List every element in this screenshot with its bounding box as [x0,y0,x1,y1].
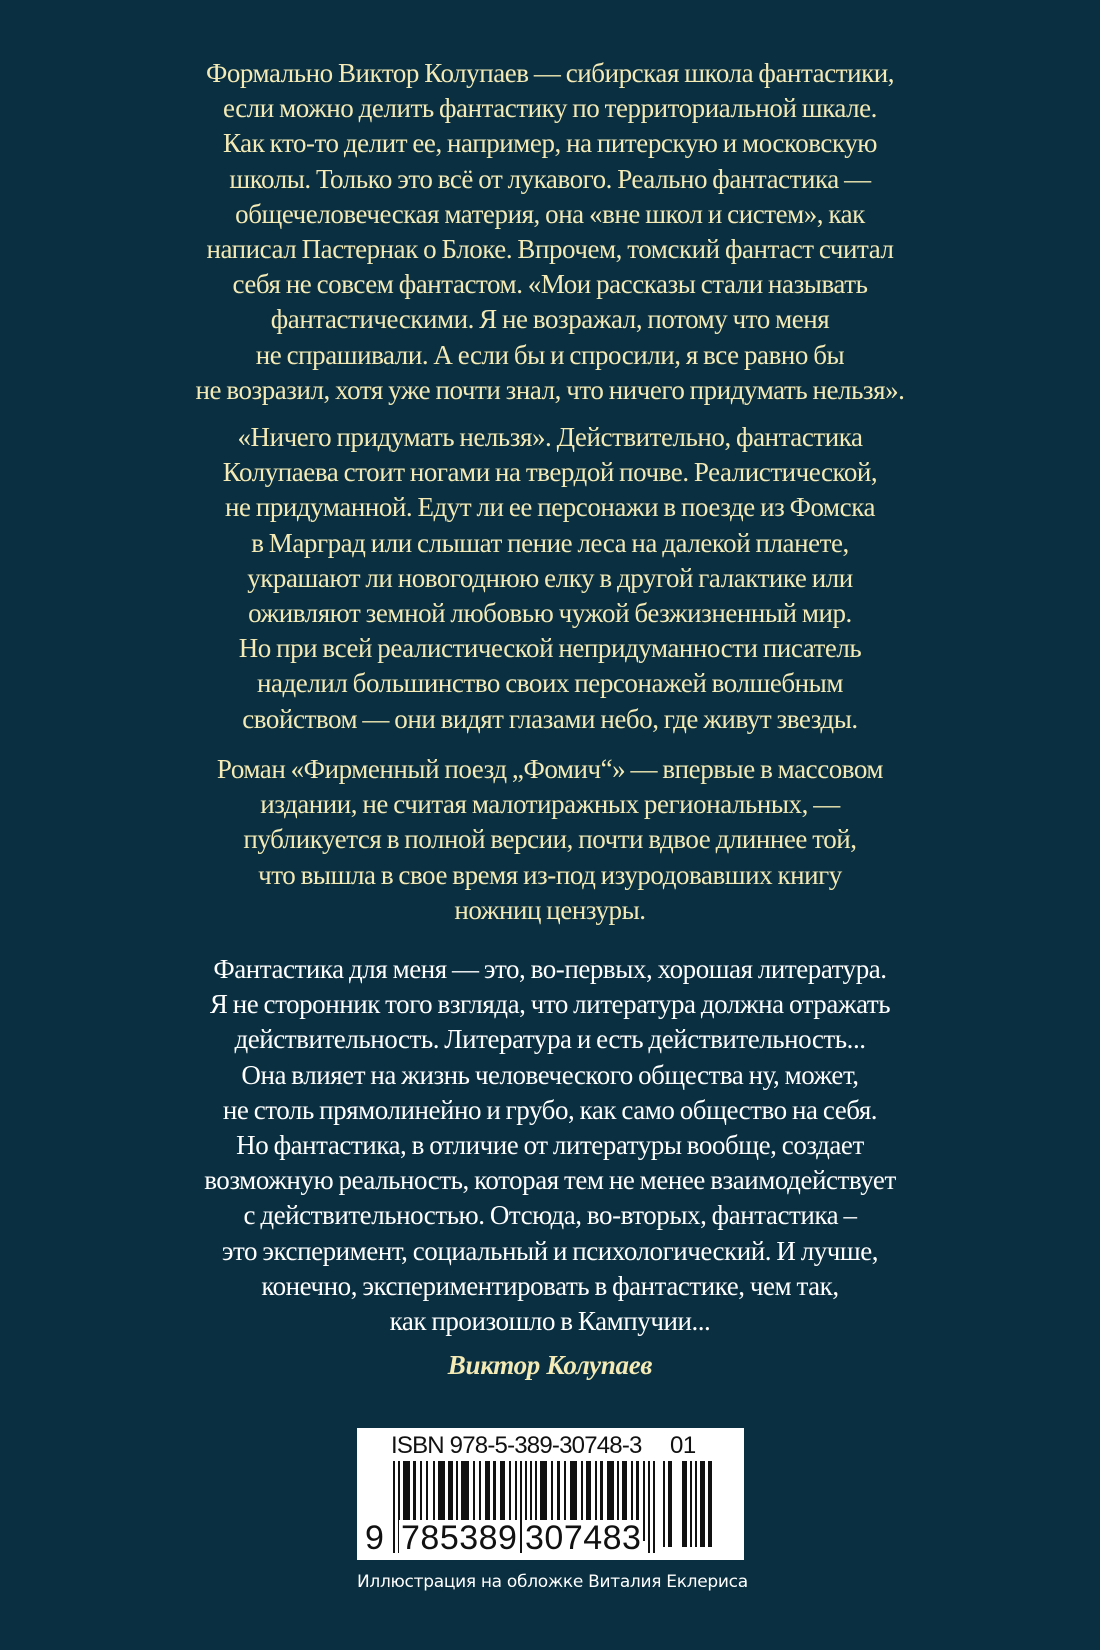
text-line: действительность. Литература и есть действительность... [234,1024,866,1055]
text-line: это эксперимент, социальный и психологический. И лучше, [221,1235,879,1266]
text-line: конечно, экспериментировать в фантастике, чем так, [261,1270,839,1301]
barcode-addon-bars-icon [663,1461,725,1553]
text-line: написал Пастернак о Блоке. Впрочем, томский фантаст считал [206,234,894,265]
text-line: как произошло в Кампучии... [389,1306,711,1337]
isbn-label: ISBN 978-5-389-30748-3 [391,1432,642,1459]
text-line: не столь прямолинейно и грубо, как само общество на себя. [222,1094,878,1125]
text-line: Я не сторонник того взгляда, что литература должна отражать [209,989,891,1020]
illustration-credit: Иллюстрация на обложке Виталия Еклериса [357,1572,748,1592]
text-line: Как кто-то делит ее, например, на питерскую и московскую [222,128,878,159]
text-line: Формально Виктор Колупаев — сибирская школа фантастики, [205,58,895,88]
ean-left-digits: 785389 [401,1519,518,1557]
text-line: общечеловеческая материя, она «вне школ и систем», как [235,198,865,229]
text-line: оживляют земной любовью чужой безжизненный мир. [248,598,852,629]
author-signature: Виктор Колупаев [447,1350,653,1380]
text-line: Но при всей реалистической непридуманности писатель [238,633,862,664]
text-line: Колупаева стоит ногами на твердой почве. Реалистической, [222,457,878,488]
blurb-paragraph-1 [130,56,970,408]
author-quote [130,952,970,1339]
text-line: Фантастика для меня — это, во-первых, хорошая литература. [213,954,887,984]
text-line: Но фантастика, в отличие от литературы вообще, создает [236,1130,864,1161]
text-line: не возразил, хотя уже почти знал, что ничего придумать нельзя». [195,374,905,405]
text-line: с действительностью. Отсюда, во-вторых, фантастика – [243,1200,857,1231]
text-line: в Марград или слышат пение леса на далекой планете, [251,527,849,558]
blurb-paragraph-2 [130,420,970,737]
ean-first-digit: 9 [365,1519,384,1557]
text-line: фантастическими. Я не возражал, потому что меня [270,304,830,335]
text-line: Она влияет на жизнь человеческого общества ну, может, [241,1059,859,1090]
ean-right-digits: 307483 [525,1519,642,1557]
text-line: что вышла в свое время из-под изуродовавших книгу [258,859,842,890]
text-line: себя не совсем фантастом. «Мои рассказы стали называть [232,269,868,300]
text-line: если можно делить фантастику по территориальной шкале. [223,93,877,124]
text-line: школы. Только это всё от лукавого. Реально фантастика — [229,163,871,194]
text-line: не спрашивали. А если бы и спросили, я все равно бы [255,339,845,370]
isbn-barcode [357,1428,744,1560]
text-line: «Ничего придумать нельзя». Действительно, фантастика [237,422,863,452]
barcode-addon-label: 01 [670,1432,696,1459]
blurb-paragraph-3 [130,752,970,928]
text-line: украшают ли новогоднюю елку в другой галактике или [247,562,853,593]
text-line: не придуманной. Едут ли ее персонажи в поезде из Фомска [224,492,875,523]
text-line: Роман «Фирменный поезд „Фомич“» — впервые в массовом [216,754,884,784]
text-line: публикуется в полной версии, почти вдвое длиннее той, [243,824,857,855]
text-line: издании, не считая малотиражных региональных, — [260,789,840,820]
text-line: ножниц цензуры. [454,894,646,925]
text-line: наделил большинство своих персонажей волшебным [256,668,843,699]
text-line: возможную реальность, которая тем не менее взаимодействует [204,1165,896,1196]
text-line: свойством — они видят глазами небо, где живут звезды. [242,703,858,734]
